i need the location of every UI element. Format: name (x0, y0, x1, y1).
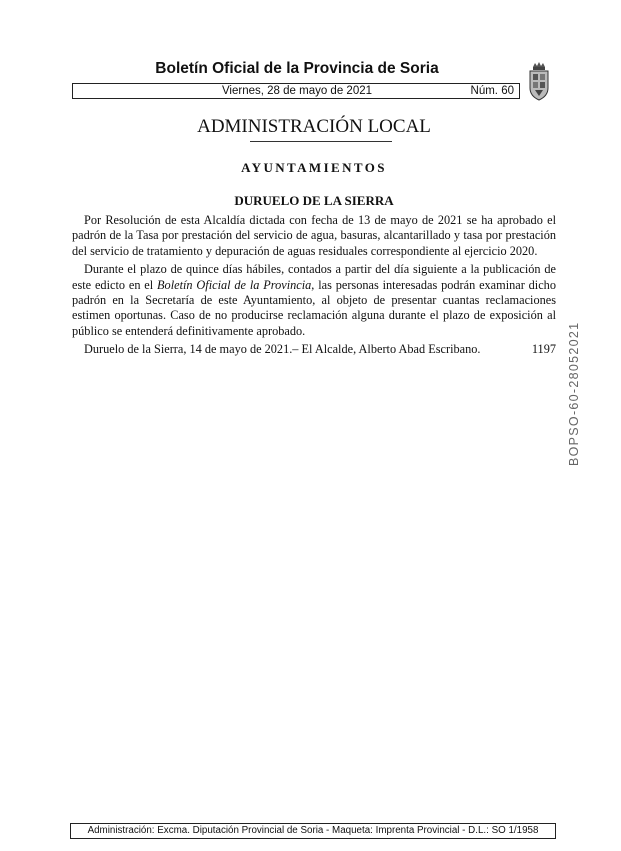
bulletin-title: Boletín Oficial de la Provincia de Soria (155, 60, 439, 77)
subsection-title: AYUNTAMIENTOS (241, 160, 387, 175)
section-divider (250, 141, 392, 142)
issue-info-bar (72, 83, 520, 99)
paragraph-2 (72, 262, 556, 339)
side-document-code: BOPSO-60-28052021 (567, 321, 581, 466)
coat-of-arms-icon (527, 62, 551, 102)
footer-credits: Administración: Excma. Diputación Provincial de Soria - Maqueta: Imprenta Provincial - D.L.: SO 1/1958 (70, 823, 556, 839)
signature-text: Duruelo de la Sierra, 14 de mayo de 2021.– El Alcalde, Alberto Abad Escribano. (84, 342, 481, 357)
issue-date: Viernes, 28 de mayo de 2021 (221, 85, 373, 97)
issue-number: Núm. 60 (470, 85, 514, 97)
edict-body (72, 213, 556, 358)
paragraph-1: Por Resolución de esta Alcaldía dictada con fecha de 13 de mayo de 2021 se ha aprobado el padrón de la Tasa por prestación del servicio de agua, basuras, alcantarillado y tasa por prestación del servicio de tratamiento y depuración de aguas residuales correspondiente al ejercicio 2020. (72, 213, 556, 258)
paragraph-2-start: Durante el plazo de quince días hábiles, contados a partir del día siguiente a la publicación de este edicto en el (72, 262, 556, 292)
bulletin-name-italic: Boletín Oficial de la Provincia (157, 277, 312, 292)
section-title: ADMINISTRACIÓN LOCAL (197, 116, 431, 137)
signature-line (72, 342, 556, 357)
reference-number: 1197 (531, 342, 556, 357)
entity-title: DURUELO DE LA SIERRA (234, 193, 394, 208)
paragraph-2-end: , las personas interesadas podrán examinar dicho padrón en la Secretaría de este Ayuntamiento, al objeto de presentar cuantas reclamaciones estimen oportunas. Caso de no producirse reclamación alguna durante el plazo de exposición al público se entenderá definitivamente aprobado. (72, 277, 556, 338)
